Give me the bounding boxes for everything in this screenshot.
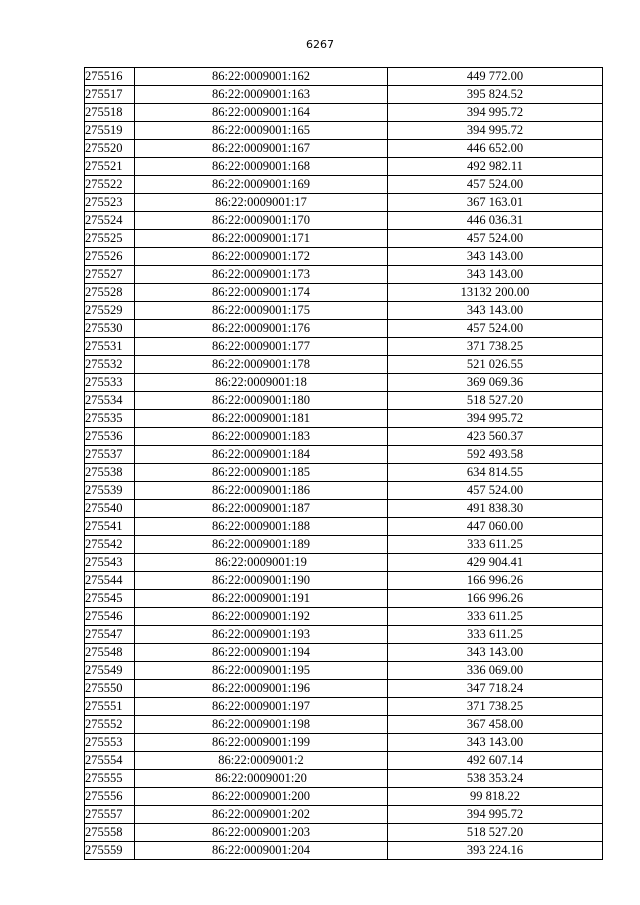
cadastral-number-cell: 86:22:0009001:187: [135, 500, 388, 518]
cadastral-value-cell: 367 458.00: [388, 716, 603, 734]
cadastral-value-cell: 423 560.37: [388, 428, 603, 446]
cadastral-value-cell: 429 904.41: [388, 554, 603, 572]
cadastral-number-cell: 86:22:0009001:20: [135, 770, 388, 788]
cadastral-number-cell: 86:22:0009001:17: [135, 194, 388, 212]
cadastral-value-cell: 333 611.25: [388, 626, 603, 644]
cadastral-number-cell: 86:22:0009001:196: [135, 680, 388, 698]
cadastral-number-cell: 86:22:0009001:183: [135, 428, 388, 446]
table-row: [85, 104, 603, 122]
cadastral-number-cell: 86:22:0009001:186: [135, 482, 388, 500]
cadastral-number-cell: 86:22:0009001:198: [135, 716, 388, 734]
cadastral-value-cell: 347 718.24: [388, 680, 603, 698]
row-number-cell: 275533: [85, 374, 135, 392]
cadastral-number-cell: 86:22:0009001:185: [135, 464, 388, 482]
cadastral-number-cell: 86:22:0009001:188: [135, 518, 388, 536]
table-row: [85, 500, 603, 518]
table-row: [85, 392, 603, 410]
cadastral-value-cell: 371 738.25: [388, 338, 603, 356]
cadastral-value-cell: 393 224.16: [388, 842, 603, 860]
cadastral-number-cell: 86:22:0009001:203: [135, 824, 388, 842]
cadastral-value-cell: 492 982.11: [388, 158, 603, 176]
row-number-cell: 275552: [85, 716, 135, 734]
cadastral-value-cell: 394 995.72: [388, 122, 603, 140]
cadastral-value-cell: 13132 200.00: [388, 284, 603, 302]
cadastral-value-cell: 333 611.25: [388, 608, 603, 626]
cadastral-number-cell: 86:22:0009001:177: [135, 338, 388, 356]
cadastral-value-cell: 446 652.00: [388, 140, 603, 158]
table-row: [85, 158, 603, 176]
table-row: [85, 824, 603, 842]
cadastral-number-cell: 86:22:0009001:164: [135, 104, 388, 122]
row-number-cell: 275536: [85, 428, 135, 446]
cadastral-number-cell: 86:22:0009001:193: [135, 626, 388, 644]
cadastral-number-cell: 86:22:0009001:192: [135, 608, 388, 626]
table-row: [85, 374, 603, 392]
cadastral-number-cell: 86:22:0009001:189: [135, 536, 388, 554]
cadastral-number-cell: 86:22:0009001:200: [135, 788, 388, 806]
cadastral-value-cell: 592 493.58: [388, 446, 603, 464]
cadastral-value-cell: 343 143.00: [388, 248, 603, 266]
table-row: [85, 482, 603, 500]
row-number-cell: 275546: [85, 608, 135, 626]
table-row: [85, 626, 603, 644]
cadastral-value-cell: 166 996.26: [388, 572, 603, 590]
cadastral-value-cell: 343 143.00: [388, 734, 603, 752]
table-row: [85, 266, 603, 284]
table-row: [85, 302, 603, 320]
cadastral-number-cell: 86:22:0009001:195: [135, 662, 388, 680]
cadastral-number-cell: 86:22:0009001:169: [135, 176, 388, 194]
table-row: [85, 608, 603, 626]
table-row: [85, 572, 603, 590]
cadastral-number-cell: 86:22:0009001:162: [135, 68, 388, 86]
cadastral-value-cell: 343 143.00: [388, 644, 603, 662]
cadastral-value-cell: 457 524.00: [388, 176, 603, 194]
cadastral-value-cell: 538 353.24: [388, 770, 603, 788]
table-row: [85, 734, 603, 752]
table-row: [85, 86, 603, 104]
cadastral-value-cell: 491 838.30: [388, 500, 603, 518]
table-row: [85, 338, 603, 356]
cadastral-number-cell: 86:22:0009001:176: [135, 320, 388, 338]
cadastral-number-cell: 86:22:0009001:2: [135, 752, 388, 770]
cadastral-value-cell: 457 524.00: [388, 320, 603, 338]
row-number-cell: 275516: [85, 68, 135, 86]
table-row: [85, 842, 603, 860]
row-number-cell: 275528: [85, 284, 135, 302]
row-number-cell: 275531: [85, 338, 135, 356]
row-number-cell: 275517: [85, 86, 135, 104]
cadastral-number-cell: 86:22:0009001:173: [135, 266, 388, 284]
table-row: [85, 806, 603, 824]
cadastral-number-cell: 86:22:0009001:174: [135, 284, 388, 302]
table-row: [85, 428, 603, 446]
cadastral-value-cell: 457 524.00: [388, 230, 603, 248]
table-row: [85, 770, 603, 788]
table-body: [85, 68, 603, 860]
table-row: [85, 194, 603, 212]
cadastral-number-cell: 86:22:0009001:171: [135, 230, 388, 248]
table-row: [85, 554, 603, 572]
cadastral-value-cell: 371 738.25: [388, 698, 603, 716]
cadastral-number-cell: 86:22:0009001:181: [135, 410, 388, 428]
row-number-cell: 275556: [85, 788, 135, 806]
row-number-cell: 275534: [85, 392, 135, 410]
cadastral-value-cell: 166 996.26: [388, 590, 603, 608]
row-number-cell: 275523: [85, 194, 135, 212]
row-number-cell: 275539: [85, 482, 135, 500]
row-number-cell: 275518: [85, 104, 135, 122]
row-number-cell: 275535: [85, 410, 135, 428]
cadastral-number-cell: 86:22:0009001:194: [135, 644, 388, 662]
table-row: [85, 464, 603, 482]
table-row: [85, 644, 603, 662]
cadastral-value-cell: 521 026.55: [388, 356, 603, 374]
cadastral-number-cell: 86:22:0009001:197: [135, 698, 388, 716]
cadastral-number-cell: 86:22:0009001:180: [135, 392, 388, 410]
table-row: [85, 716, 603, 734]
cadastral-value-cell: 394 995.72: [388, 410, 603, 428]
row-number-cell: 275555: [85, 770, 135, 788]
cadastral-number-cell: 86:22:0009001:163: [135, 86, 388, 104]
cadastral-value-cell: 369 069.36: [388, 374, 603, 392]
cadastral-number-cell: 86:22:0009001:199: [135, 734, 388, 752]
cadastral-value-cell: 336 069.00: [388, 662, 603, 680]
row-number-cell: 275547: [85, 626, 135, 644]
table-row: [85, 698, 603, 716]
row-number-cell: 275545: [85, 590, 135, 608]
page-number: 6267: [306, 38, 334, 51]
table-row: [85, 518, 603, 536]
table-row: [85, 68, 603, 86]
cadastral-value-cell: 634 814.55: [388, 464, 603, 482]
cadastral-number-cell: 86:22:0009001:204: [135, 842, 388, 860]
table-row: [85, 788, 603, 806]
cadastral-number-cell: 86:22:0009001:172: [135, 248, 388, 266]
row-number-cell: 275541: [85, 518, 135, 536]
row-number-cell: 275520: [85, 140, 135, 158]
row-number-cell: 275559: [85, 842, 135, 860]
cadastral-number-cell: 86:22:0009001:202: [135, 806, 388, 824]
row-number-cell: 275548: [85, 644, 135, 662]
cadastral-number-cell: 86:22:0009001:170: [135, 212, 388, 230]
row-number-cell: 275543: [85, 554, 135, 572]
cadastral-value-cell: 518 527.20: [388, 392, 603, 410]
cadastral-number-cell: 86:22:0009001:190: [135, 572, 388, 590]
row-number-cell: 275529: [85, 302, 135, 320]
cadastral-number-cell: 86:22:0009001:175: [135, 302, 388, 320]
table-row: [85, 536, 603, 554]
table-row: [85, 356, 603, 374]
row-number-cell: 275532: [85, 356, 135, 374]
cadastral-number-cell: 86:22:0009001:165: [135, 122, 388, 140]
row-number-cell: 275550: [85, 680, 135, 698]
row-number-cell: 275554: [85, 752, 135, 770]
table-row: [85, 446, 603, 464]
table-row: [85, 410, 603, 428]
row-number-cell: 275542: [85, 536, 135, 554]
row-number-cell: 275521: [85, 158, 135, 176]
row-number-cell: 275551: [85, 698, 135, 716]
row-number-cell: 275519: [85, 122, 135, 140]
row-number-cell: 275540: [85, 500, 135, 518]
row-number-cell: 275558: [85, 824, 135, 842]
row-number-cell: 275544: [85, 572, 135, 590]
cadastral-value-cell: 333 611.25: [388, 536, 603, 554]
row-number-cell: 275524: [85, 212, 135, 230]
table-row: [85, 176, 603, 194]
cadastral-value-cell: 457 524.00: [388, 482, 603, 500]
table-row: [85, 590, 603, 608]
cadastral-value-cell: 367 163.01: [388, 194, 603, 212]
row-number-cell: 275549: [85, 662, 135, 680]
row-number-cell: 275557: [85, 806, 135, 824]
cadastral-value-cell: 395 824.52: [388, 86, 603, 104]
cadastral-value-cell: 394 995.72: [388, 806, 603, 824]
cadastral-value-cell: 99 818.22: [388, 788, 603, 806]
table-row: [85, 248, 603, 266]
table-row: [85, 122, 603, 140]
table-row: [85, 320, 603, 338]
cadastral-value-cell: 394 995.72: [388, 104, 603, 122]
cadastral-value-cell: 492 607.14: [388, 752, 603, 770]
cadastral-value-cell: 343 143.00: [388, 266, 603, 284]
row-number-cell: 275526: [85, 248, 135, 266]
cadastral-number-cell: 86:22:0009001:184: [135, 446, 388, 464]
table-row: [85, 140, 603, 158]
row-number-cell: 275527: [85, 266, 135, 284]
cadastral-value-cell: 449 772.00: [388, 68, 603, 86]
table-row: [85, 212, 603, 230]
cadastral-number-cell: 86:22:0009001:167: [135, 140, 388, 158]
cadastral-value-cell: 343 143.00: [388, 302, 603, 320]
cadastral-value-table: [84, 67, 603, 860]
table-row: [85, 680, 603, 698]
row-number-cell: 275525: [85, 230, 135, 248]
table-row: [85, 284, 603, 302]
row-number-cell: 275530: [85, 320, 135, 338]
cadastral-value-cell: 446 036.31: [388, 212, 603, 230]
table-row: [85, 752, 603, 770]
row-number-cell: 275553: [85, 734, 135, 752]
cadastral-value-cell: 447 060.00: [388, 518, 603, 536]
cadastral-number-cell: 86:22:0009001:18: [135, 374, 388, 392]
table-row: [85, 662, 603, 680]
cadastral-number-cell: 86:22:0009001:168: [135, 158, 388, 176]
row-number-cell: 275537: [85, 446, 135, 464]
cadastral-number-cell: 86:22:0009001:191: [135, 590, 388, 608]
cadastral-number-cell: 86:22:0009001:178: [135, 356, 388, 374]
row-number-cell: 275538: [85, 464, 135, 482]
cadastral-number-cell: 86:22:0009001:19: [135, 554, 388, 572]
table-row: [85, 230, 603, 248]
cadastral-value-cell: 518 527.20: [388, 824, 603, 842]
row-number-cell: 275522: [85, 176, 135, 194]
